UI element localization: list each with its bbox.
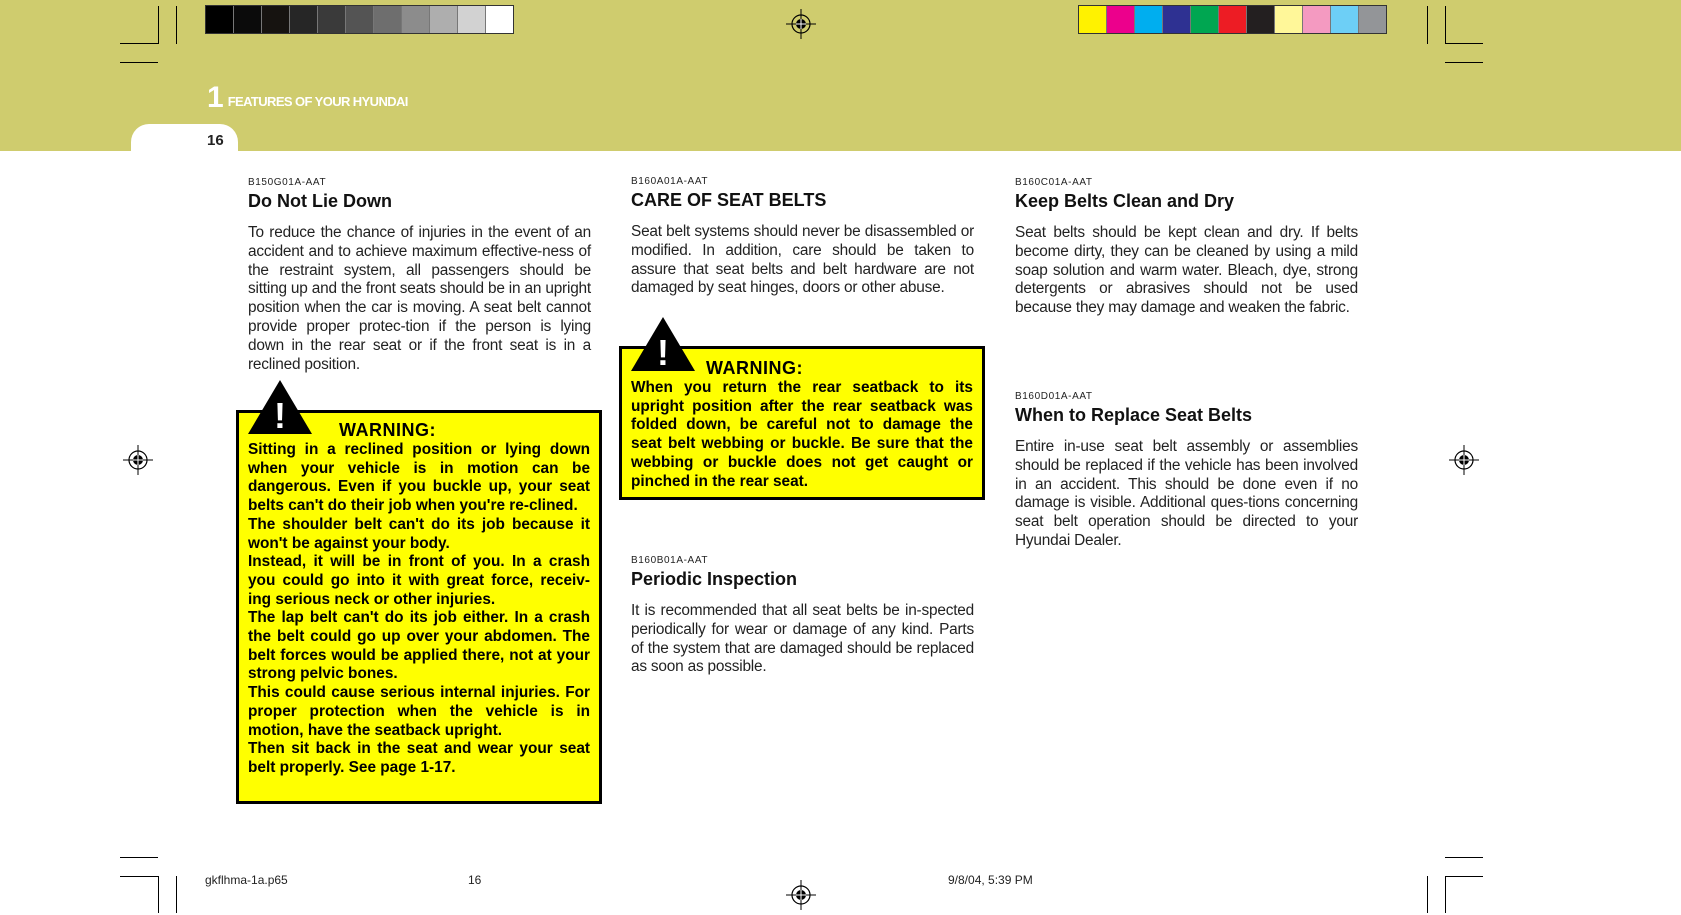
warning-line: This could cause serious internal injuries. For proper protection when the vehicle is in motion, have the seatback upright. bbox=[248, 684, 590, 739]
color-swatch bbox=[1331, 6, 1359, 33]
footer-filename: gkflhma-1a.p65 bbox=[205, 873, 288, 887]
registration-mark-icon bbox=[1449, 445, 1479, 475]
section-body: It is recommended that all seat belts be in-spected periodically for wear or damage of any kind. Parts of the system that are damaged should be replaced as soon as possible. bbox=[631, 602, 974, 676]
color-swatch bbox=[318, 6, 346, 33]
crop-mark bbox=[1445, 857, 1483, 858]
section-body: Seat belt systems should never be disassembled or modified. In addition, care should be taken to assure that seat belts and belt hardware are not damaged by seat hinges, doors or other abuse. bbox=[631, 223, 974, 297]
crop-mark bbox=[120, 43, 158, 44]
color-swatch bbox=[1107, 6, 1135, 33]
crop-mark bbox=[158, 876, 159, 913]
crop-mark bbox=[1427, 876, 1428, 913]
section-do-not-lie-down bbox=[248, 177, 591, 374]
color-swatch bbox=[374, 6, 402, 33]
crop-mark bbox=[1445, 62, 1483, 63]
color-swatch bbox=[1219, 6, 1247, 33]
color-swatch bbox=[402, 6, 430, 33]
warning-box-recline bbox=[236, 410, 602, 804]
section-keep-belts-clean bbox=[1015, 177, 1358, 318]
color-calibration-bar bbox=[1078, 5, 1387, 34]
section-care-of-seat-belts bbox=[631, 176, 974, 298]
crop-mark bbox=[176, 6, 177, 44]
page-number: 16 bbox=[207, 132, 224, 149]
grayscale-calibration-bar bbox=[205, 5, 514, 34]
crop-mark bbox=[1427, 6, 1428, 44]
section-code: B150G01A-AAT bbox=[248, 177, 327, 188]
section-body: Entire in-use seat belt assembly or assemblies should be replaced if the vehicle has been involved in an accident. This should be done even if no damage is visible. Additional ques-tions concerning seat belt operation should be directed to your Hyundai Dealer. bbox=[1015, 438, 1358, 549]
color-swatch bbox=[346, 6, 374, 33]
color-swatch bbox=[1303, 6, 1331, 33]
crop-mark bbox=[1445, 43, 1483, 44]
warning-title: WARNING: bbox=[339, 420, 436, 440]
color-swatch bbox=[262, 6, 290, 33]
section-code: B160C01A-AAT bbox=[1015, 177, 1093, 188]
warning-line: The lap belt can't do its job either. In a crash the belt could go up over your abdomen. The belt forces would be applied there, not at your strong pelvic bones. bbox=[248, 609, 590, 683]
warning-title: WARNING: bbox=[706, 358, 803, 378]
section-title: When to Replace Seat Belts bbox=[1015, 405, 1253, 425]
color-swatch bbox=[1359, 6, 1386, 33]
color-swatch bbox=[430, 6, 458, 33]
color-swatch bbox=[234, 6, 262, 33]
color-swatch bbox=[1163, 6, 1191, 33]
section-title: CARE OF SEAT BELTS bbox=[631, 190, 827, 210]
section-periodic-inspection bbox=[631, 555, 974, 677]
warning-line: Instead, it will be in front of you. In a crash you could go into it with great force, receiv-ing serious neck or other injuries. bbox=[248, 553, 590, 608]
color-swatch bbox=[486, 6, 513, 33]
color-swatch bbox=[1275, 6, 1303, 33]
warning-triangle-icon bbox=[246, 378, 314, 436]
chapter-heading bbox=[207, 83, 408, 113]
chapter-title: FEATURES OF YOUR HYUNDAI bbox=[227, 94, 408, 109]
crop-mark bbox=[158, 6, 159, 44]
color-swatch bbox=[458, 6, 486, 33]
warning-exclamation: ! bbox=[657, 332, 669, 373]
warning-text bbox=[248, 441, 590, 778]
chapter-number: 1 bbox=[207, 81, 224, 114]
color-swatch bbox=[290, 6, 318, 33]
crop-mark bbox=[120, 857, 158, 858]
footer-timestamp: 9/8/04, 5:39 PM bbox=[948, 873, 1033, 887]
color-swatch bbox=[206, 6, 234, 33]
registration-mark-icon bbox=[786, 880, 816, 910]
warning-line: Sitting in a reclined position or lying down when your vehicle is in motion can be dangerous. Even if you buckle up, your seat belts can't do their job when you're re-clined. bbox=[248, 441, 590, 515]
section-title: Do Not Lie Down bbox=[248, 191, 392, 211]
section-title: Keep Belts Clean and Dry bbox=[1015, 191, 1235, 211]
registration-mark-icon bbox=[786, 9, 816, 39]
warning-line: Then sit back in the seat and wear your seat belt properly. See page 1-17. bbox=[248, 740, 590, 776]
crop-mark bbox=[1445, 876, 1446, 913]
section-code: B160D01A-AAT bbox=[1015, 391, 1093, 402]
footer-page: 16 bbox=[468, 873, 482, 887]
section-code: B160A01A-AAT bbox=[631, 176, 709, 187]
crop-mark bbox=[1445, 6, 1446, 44]
color-swatch bbox=[1191, 6, 1219, 33]
section-title: Periodic Inspection bbox=[631, 569, 798, 589]
warning-triangle-icon bbox=[629, 315, 697, 373]
crop-mark bbox=[120, 876, 158, 877]
color-swatch bbox=[1247, 6, 1275, 33]
warning-text: When you return the rear seatback to its upright position after the rear seatback was folded down, be careful not to damage the seat belt webbing or buckle. Be sure that the webbing or buckle does not get caught or pinched in the rear seat. bbox=[631, 379, 973, 490]
section-when-to-replace bbox=[1015, 391, 1358, 551]
section-code: B160B01A-AAT bbox=[631, 555, 709, 566]
color-swatch bbox=[1079, 6, 1107, 33]
crop-mark bbox=[120, 62, 158, 63]
registration-mark-icon bbox=[123, 445, 153, 475]
crop-mark bbox=[176, 876, 177, 913]
section-body: To reduce the chance of injuries in the event of an accident and to achieve maximum effective-ness of the restraint system, all passengers should be sitting up and the front seats should be in an upright position when the car is moving. A seat belt cannot provide proper protec-tion if the person is lying down in the rear seat or if the front seat is in a reclined position. bbox=[248, 224, 591, 373]
color-swatch bbox=[1135, 6, 1163, 33]
warning-line: The shoulder belt can't do its job because it won't be against your body. bbox=[248, 515, 590, 552]
crop-mark bbox=[1445, 876, 1483, 877]
section-body: Seat belts should be kept clean and dry. If belts become dirty, they can be cleaned by using a mild soap solution and warm water. Bleach, dye, strong detergents or abrasives should not be used because they may damage and weaken the fabric. bbox=[1015, 224, 1358, 317]
warning-exclamation: ! bbox=[274, 395, 286, 436]
